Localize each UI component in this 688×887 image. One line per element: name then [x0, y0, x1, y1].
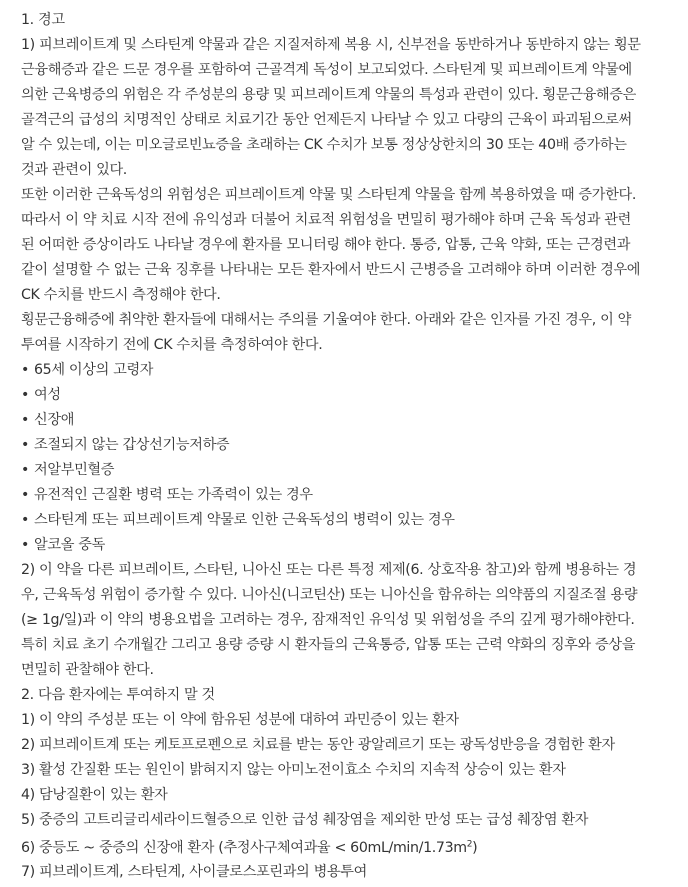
list-item: [21, 458, 683, 483]
text-line: 된 어떠한 증상이라도 나타날 경우에 환자를 모니터링 해야 한다. 통증, 압통, 근육 약화, 또는 근경련과: [21, 237, 631, 253]
text-line: 것과 관련이 있다.: [21, 162, 127, 178]
text-line: 의한 근육병증의 위험은 각 주성분의 용량 및 피브레이트계 약물의 특성과 관련이 있다. 횡문근융해증은: [21, 87, 636, 103]
bullet-icon: •: [21, 412, 30, 428]
list-item: 1) 이 약의 주성분 또는 이 약에 함유된 성분에 대하여 과민증이 있는 환자: [21, 712, 459, 728]
bullet-icon: •: [21, 437, 30, 453]
list-item-label: 저알부민혈증: [34, 462, 115, 478]
list-item: [21, 508, 683, 533]
text-line: 1) 피브레이트계 및 스타틴계 약물과 같은 지질저하제 복용 시, 신부전을 동반하거나 동반하지 않는 횡문: [21, 37, 641, 53]
text-line: (≥ 1g/일)과 이 약의 병용요법을 고려하는 경우, 잠재적인 유익성 및 위험성을 주의 깊게 평가해야한다.: [21, 612, 635, 628]
list-item-label: 여성: [34, 387, 61, 403]
list-item: 3) 활성 간질환 또는 원인이 밝혀지지 않는 아미노전이효소 수치의 지속적 상승이 있는 환자: [21, 762, 566, 778]
closing-paren: ): [472, 840, 478, 856]
list-item-label: 알코올 중독: [34, 537, 105, 553]
risk-factor-list: [21, 358, 683, 558]
list-item: 2) 피브레이트계 또는 케토프로펜으로 치료를 받는 동안 광알레르기 또는 광독성반응을 경험한 환자: [21, 737, 615, 753]
text-line: 알 수 있는데, 이는 미오글로빈뇨증을 초래하는 CK 수치가 보통 정상상한치의 30 또는 40배 증가하는: [21, 137, 627, 153]
list-item-label: 신장애: [34, 412, 75, 428]
list-item: 4) 담낭질환이 있는 환자: [21, 787, 168, 803]
contraindication-list: [21, 708, 683, 885]
list-item: [21, 358, 683, 383]
section-heading-warning: 1. 경고: [21, 12, 65, 28]
bullet-icon: •: [21, 512, 30, 528]
bullet-icon: •: [21, 462, 30, 478]
list-item: [21, 833, 683, 860]
bullet-icon: •: [21, 362, 30, 378]
text-line: 면밀히 관찰해야 한다.: [21, 662, 154, 678]
text-line: 우, 근육독성 위험이 증가할 수 있다. 니아신(니코틴산) 또는 니아신을 함유하는 의약품의 지질조절 용량: [21, 587, 638, 603]
text-line: 따라서 이 약 치료 시작 전에 유익성과 더불어 치료적 위험성을 면밀히 평가해야 하며 근육 독성과 관련: [21, 212, 631, 228]
bullet-icon: •: [21, 387, 30, 403]
superscript: 2: [466, 839, 473, 850]
bullet-icon: •: [21, 487, 30, 503]
text-line: 또한 이러한 근육독성의 위험성은 피브레이트계 약물 및 스타틴계 약물을 함께 복용하였을 때 증가한다.: [21, 187, 636, 203]
text-line: 횡문근융해증에 취약한 환자들에 대해서는 주의를 기울여야 한다. 아래와 같은 인자를 가진 경우, 이 약: [21, 312, 631, 328]
text-line: CK 수치를 반드시 측정해야 한다.: [21, 287, 221, 303]
list-item: [21, 408, 683, 433]
list-item: [21, 533, 683, 558]
warning-paragraph-2: [21, 183, 683, 308]
warning-paragraph-3: [21, 308, 683, 358]
list-item: 5) 중증의 고트리글리세라이드혈증으로 인한 급성 췌장염을 제외한 만성 또는 급성 췌장염 환자: [21, 812, 589, 828]
text-line: 같이 설명할 수 없는 근육 징후를 나타내는 모든 환자에서 반드시 근병증을 고려해야 하며 이러한 경우에: [21, 262, 641, 278]
section-heading-contraindications: 2. 다음 환자에는 투여하지 말 것: [21, 687, 215, 703]
list-item: [21, 433, 683, 458]
list-item-label: 스타틴계 또는 피브레이트계 약물로 인한 근육독성의 병력이 있는 경우: [34, 512, 455, 528]
text-line: 2) 이 약을 다른 피브레이트, 스타틴, 니아신 또는 다른 특정 제제(6. 상호작용 참고)와 함께 병용하는 경: [21, 562, 637, 578]
list-item-label: 조절되지 않는 갑상선기능저하증: [34, 437, 230, 453]
list-item-label: 6) 중등도 ~ 중증의 신장애 환자 (추정사구체여과율 < 60mL/min/1.73m: [21, 840, 467, 856]
list-item-label: 유전적인 근질환 병력 또는 가족력이 있는 경우: [34, 487, 313, 503]
warning-paragraph-1: [21, 33, 683, 183]
list-item-label: 65세 이상의 고령자: [34, 362, 154, 378]
text-line: 특히 치료 초기 수개월간 그리고 용량 증량 시 환자들의 근육통증, 압통 또는 근력 약화의 징후와 증상을: [21, 637, 636, 653]
text-line: 투여를 시작하기 전에 CK 수치를 측정하여야 한다.: [21, 337, 323, 353]
text-line: 근융해증과 같은 드문 경우를 포함하여 근골격계 독성이 보고되었다. 스타틴계 및 피브레이트계 약물에: [21, 62, 632, 78]
list-item: 7) 피브레이트계, 스타틴계, 사이클로스포린과의 병용투여: [21, 864, 367, 880]
bullet-icon: •: [21, 537, 30, 553]
warning-paragraph-4: [21, 558, 683, 683]
list-item: [21, 483, 683, 508]
list-item: [21, 383, 683, 408]
text-line: 골격근의 급성의 치명적인 상태로 치료기간 동안 언제든지 나타날 수 있고 다량의 근육이 파괴됨으로써: [21, 112, 632, 128]
